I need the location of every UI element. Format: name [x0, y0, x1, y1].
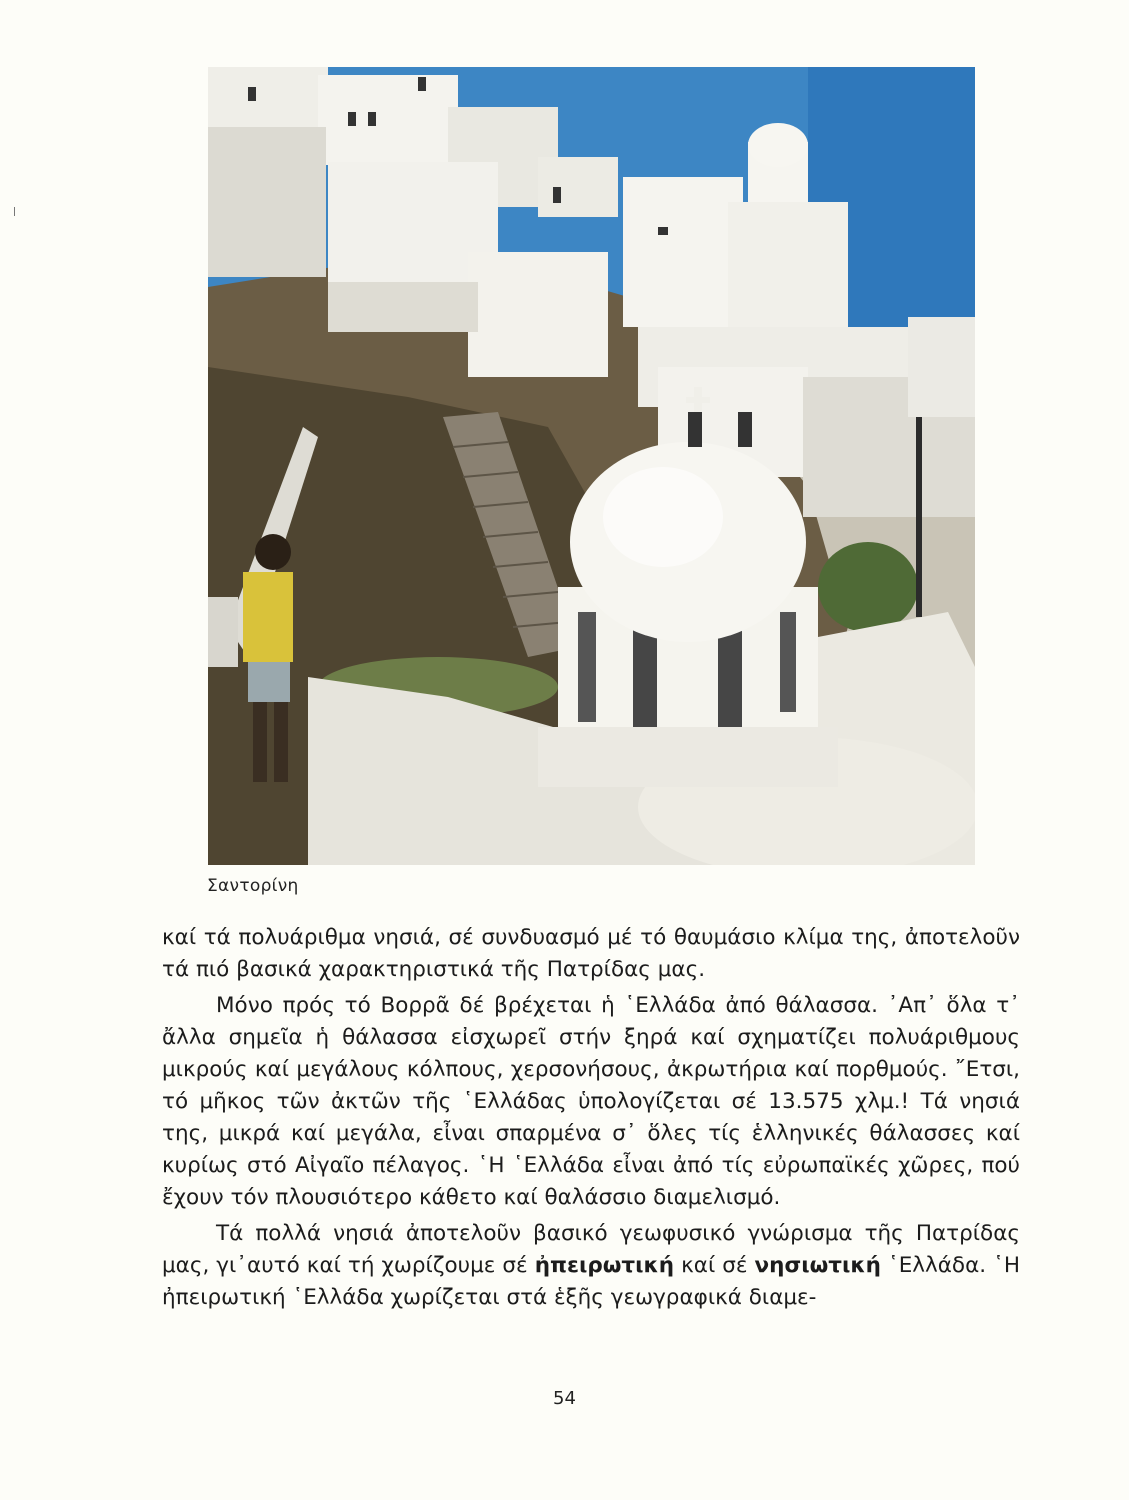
santorini-photo-illustration [208, 67, 975, 865]
page-number: 54 [553, 1388, 576, 1409]
paragraph-3 [162, 1218, 1020, 1314]
paragraph-1: καί τά πολυάριθμα νησιά, σέ συνδυασμό μέ τό θαυμάσιο κλίμα της, ἀποτελοῦν τά πιό βασικά χαρακτηριστικά τῆς Πατρίδας μας. [162, 925, 1020, 982]
paragraph-2: Μόνο πρός τό Βορρᾶ δέ βρέχεται ἡ ῾Ελλάδα ἀπό θάλασσα. ᾿Απ᾿ ὅλα τ᾿ ἄλλα σημεῖα ἡ θάλασσα εἰσχωρεῖ στήν ξηρά καί σχηματίζει πολυάριθμους μικρούς καί μεγάλους κόλπους, χερσονήσους, ἀκρωτήρια καί πορθμούς. ῎Ετσι, τό μῆκος τῶν ἀκτῶν τῆς ῾Ελλάδας ὑπολογίζεται σέ 13.575 χλμ.! Τά νησιά της, μικρά καί μεγάλα, εἶναι σπαρμένα σ᾿ ὅλες τίς ἑλληνικές θάλασσες καί κυρίως στό Αἰγαῖο πέλαγος. ῾Η ῾Ελλάδα εἶναι ἀπό τίς εὐρωπαϊκές χῶρες, πού ἔχουν τόν πλουσιότερο κάθετο καί θαλάσσιο διαμελισμό. [162, 993, 1020, 1210]
figure-caption: Σαντορίνη [207, 876, 299, 896]
scan-mark [14, 207, 15, 216]
body-text [162, 922, 1020, 1318]
santorini-photo [208, 67, 975, 865]
paragraph-3-text-a: Τά πολλά νησιά ἀποτελοῦν βασικό γεωφυσικό γνώρισμα τῆς Πατρίδας μας, γι᾿αυτό καί τή χωρίζουμε σέ [162, 1221, 1020, 1278]
paragraph-3-text-c: ῾Ελλάδα. ῾Η ἠπειρωτική ῾Ελλάδα χωρίζεται στά ἑξῆς γεωγραφικά διαμε- [162, 1253, 1020, 1310]
term-continental: ἠπειρωτική [534, 1253, 675, 1278]
term-insular: νησιωτική [754, 1253, 881, 1278]
paragraph-3-text-b: καί σέ [674, 1253, 755, 1278]
